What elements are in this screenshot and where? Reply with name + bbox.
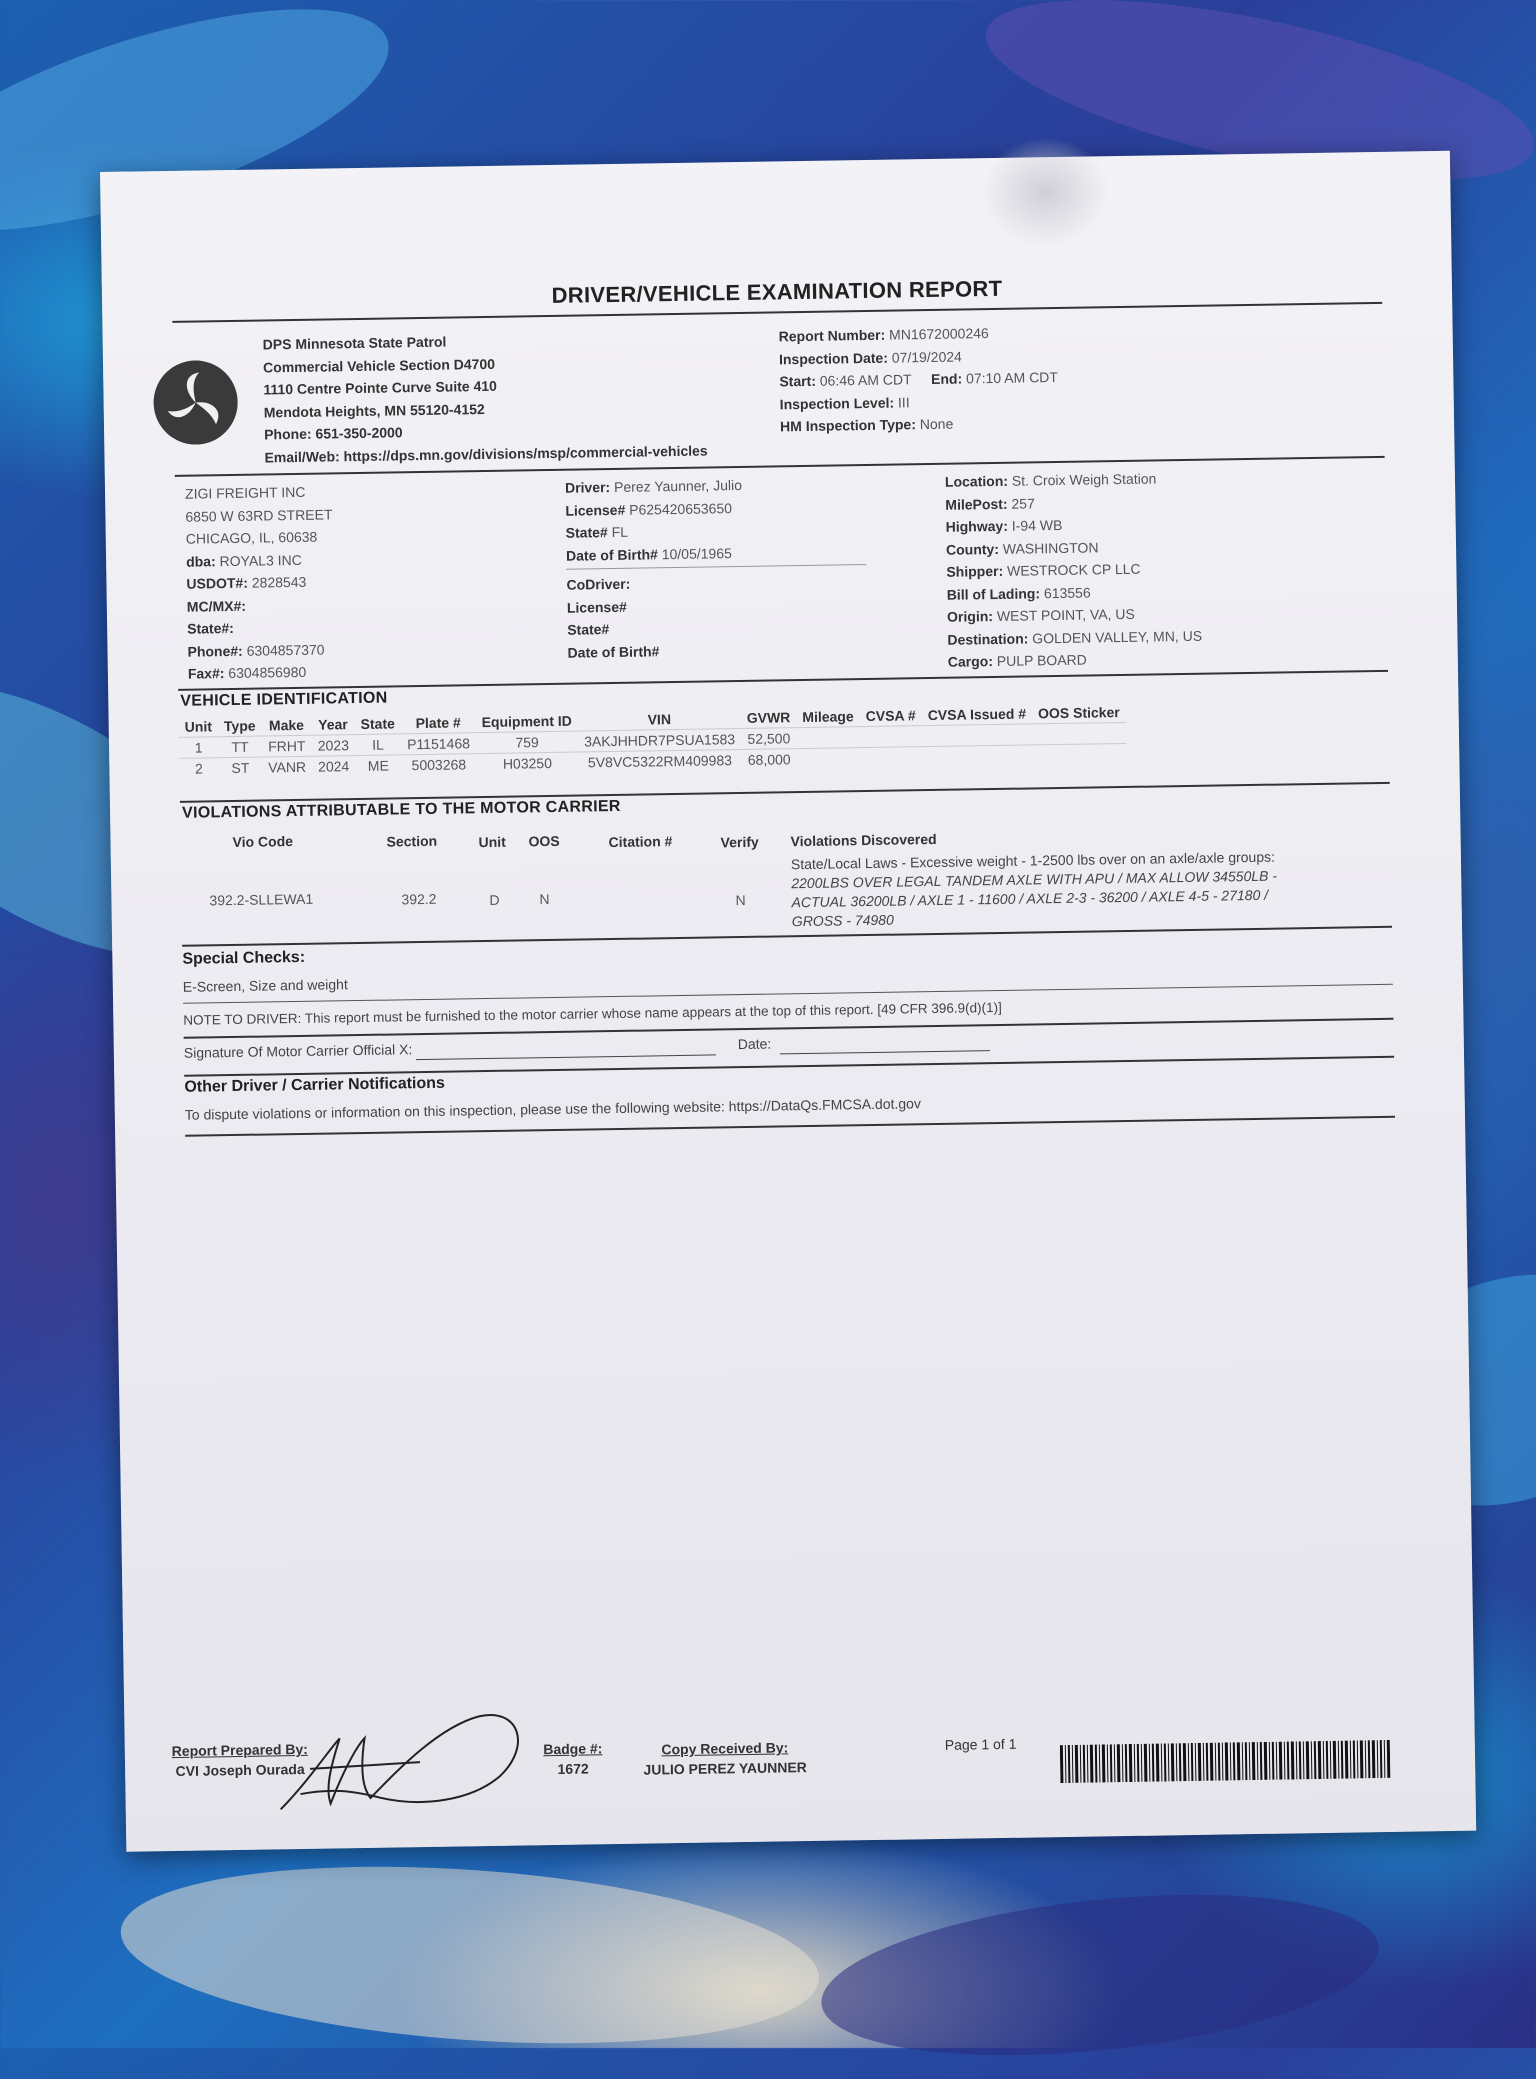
destination-label: Destination: [947, 630, 1028, 647]
destination-value: GOLDEN VALLEY, MN, US [1032, 627, 1202, 646]
bol-label: Bill of Lading: [947, 585, 1041, 602]
fabric-pattern [115, 1846, 825, 2064]
column-header: CVSA Issued # [922, 703, 1033, 725]
inspection-level: III [898, 394, 910, 410]
prepared-by-name: CVI Joseph Ourada [165, 1759, 315, 1781]
copy-received-name: JULIO PEREZ YAUNNER [625, 1757, 825, 1780]
column-header: Equipment ID [475, 711, 578, 733]
prepared-by-label: Report Prepared By: [165, 1739, 315, 1761]
dba-label: dba: [186, 553, 216, 569]
table-cell: 68,000 [741, 749, 797, 770]
highway-label: Highway: [946, 518, 1008, 535]
agency-line: DPS Minnesota State Patrol [263, 327, 706, 356]
phone-label: Phone#: [187, 642, 242, 659]
dob-label: Date of Birth# [566, 546, 658, 563]
end-time: 07:10 AM CDT [966, 369, 1058, 386]
agency-line: Commercial Vehicle Section D4700 [263, 349, 706, 378]
report-number-label: Report Number: [779, 327, 886, 345]
vio-code: 392.2-SLLEWA1 [209, 891, 313, 909]
table-cell: IL [355, 734, 402, 756]
table-cell: 759 [476, 731, 579, 754]
violation-description [791, 847, 1302, 931]
hm-type-label: HM Inspection Type: [780, 416, 916, 434]
inspection-level-label: Inspection Level: [780, 394, 895, 412]
driver-state-label: State# [566, 524, 608, 541]
inspection-date: 07/19/2024 [892, 348, 962, 365]
signature-label: Signature Of Motor Carrier Official X: [184, 1041, 413, 1061]
signature-line[interactable] [416, 1054, 716, 1060]
vio-code-header: Vio Code [232, 833, 293, 850]
violations-heading: VIOLATIONS ATTRIBUTABLE TO THE MOTOR CARRIER [182, 798, 621, 823]
table-cell: TT [218, 736, 262, 758]
milepost-label: MilePost: [945, 495, 1007, 512]
divider [183, 984, 1393, 1004]
table-cell: 1 [179, 737, 219, 759]
driver-block [565, 472, 868, 664]
officer-signature [269, 1705, 541, 1819]
usdot-value: 2828543 [252, 574, 307, 591]
hm-type: None [920, 416, 954, 433]
table-cell: 2 [179, 758, 219, 779]
barcode-graphic [1060, 1740, 1391, 1783]
vehicle-table [179, 702, 1127, 779]
badge-block [533, 1738, 614, 1779]
origin-label: Origin: [947, 608, 993, 625]
table-cell [860, 747, 922, 768]
column-header: Make [261, 715, 311, 736]
agency-line: Phone: 651-350-2000 [264, 416, 707, 445]
notifications-heading: Other Driver / Carrier Notifications [184, 1075, 445, 1097]
usdot-label: USDOT#: [186, 575, 248, 592]
divider [180, 782, 1390, 803]
vio-unit: D [489, 892, 499, 908]
dob-value: 10/05/1965 [662, 545, 732, 562]
divider [184, 1056, 1394, 1077]
table-cell [797, 727, 861, 749]
phone-value: 6304857370 [247, 641, 325, 658]
table-cell: ST [218, 757, 262, 778]
vio-section: 392.2 [401, 891, 436, 908]
column-header: Unit [179, 716, 219, 737]
table-cell [1033, 743, 1127, 765]
cargo-value: PULP BOARD [997, 652, 1087, 669]
divider [182, 926, 1392, 947]
license-number: P625420653650 [629, 500, 732, 518]
table-cell: FRHT [262, 735, 312, 757]
section-header: Section [386, 833, 437, 850]
inspection-report-paper [100, 151, 1476, 1852]
table-cell: 3AKJHHDR7PSUA1583 [578, 729, 741, 753]
carrier-state-label: State#: [187, 620, 234, 637]
column-header: Plate # [401, 712, 476, 734]
violation-description-detail: 2200LBS OVER LEGAL TANDEM AXLE WITH APU / MAX ALLOW 34550LB - ACTUAL 36200LB / AXLE 1 - 11600 / AXLE 2-3 - 36200 / AXLE 4-5 - 27180 / GROSS - 74980 [791, 868, 1277, 930]
verify-header: Verify [720, 834, 758, 851]
highway-value: I-94 WB [1012, 517, 1063, 534]
co-state-label: State# [567, 621, 609, 638]
column-header: OOS Sticker [1032, 702, 1126, 724]
codriver-label: CoDriver: [566, 576, 630, 593]
date-label: Date: [738, 1036, 772, 1053]
end-label: End: [931, 370, 962, 386]
vio-verify: N [735, 892, 745, 908]
co-dob-label: Date of Birth# [567, 643, 659, 660]
license-label: License# [565, 501, 625, 518]
fax-value: 6304856980 [228, 664, 306, 681]
report-number: MN1672000246 [889, 325, 989, 343]
agency-line: Email/Web: https://dps.mn.gov/divisions/msp/commercial-vehicles [264, 439, 707, 468]
dba-value: ROYAL3 INC [219, 551, 301, 568]
column-header: GVWR [741, 707, 797, 728]
column-header: State [354, 713, 401, 734]
violations-discovered-header: Violations Discovered [790, 831, 936, 849]
report-title: DRIVER/VEHICLE EXAMINATION REPORT [102, 269, 1452, 316]
column-header: VIN [578, 708, 741, 731]
location-value: St. Croix Weigh Station [1012, 470, 1157, 488]
start-label: Start: [779, 373, 816, 390]
table-cell: H03250 [476, 752, 579, 774]
agency-line: 1110 Centre Pointe Curve Suite 410 [263, 371, 706, 400]
notifications-text: To dispute violations or information on this inspection, please use the following website: https://DataQs.FMCSA.dot.gov [185, 1095, 921, 1123]
driver-label: Driver: [565, 479, 610, 496]
table-cell: VANR [262, 756, 312, 777]
table-cell: ME [355, 755, 402, 776]
county-value: WASHINGTON [1003, 539, 1099, 557]
carrier-street: 6850 W 63RD STREET [185, 503, 332, 528]
divider [178, 670, 1388, 691]
table-cell [860, 726, 922, 748]
table-cell [922, 724, 1033, 747]
driver-name: Perez Yaunner, Julio [614, 477, 742, 495]
column-header: CVSA # [860, 705, 922, 726]
badge-label: Badge #: [533, 1738, 613, 1759]
report-info-block [778, 321, 1058, 438]
agency-block [263, 327, 708, 469]
special-checks-value: E-Screen, Size and weight [183, 976, 348, 995]
page-number: Page 1 of 1 [945, 1736, 1017, 1753]
table-cell: 52,500 [741, 728, 797, 750]
badge-number: 1672 [533, 1758, 613, 1779]
dot-triskelion-logo [153, 360, 238, 445]
cargo-label: Cargo: [948, 653, 993, 670]
location-label: Location: [945, 473, 1008, 490]
shipper-label: Shipper: [946, 563, 1003, 580]
note-to-driver: NOTE TO DRIVER: This report must be furnished to the motor carrier whose name appears at the top of this report. [49 CFR 396.9(d)(1)] [183, 1000, 1002, 1028]
bol-value: 613556 [1044, 584, 1091, 601]
location-block [945, 467, 1203, 673]
column-header: Mileage [796, 706, 860, 727]
table-cell [1032, 722, 1126, 744]
vehicle-identification-heading: VEHICLE IDENTIFICATION [180, 690, 387, 711]
vio-oos: N [539, 891, 549, 907]
column-header: Type [218, 716, 262, 737]
table-cell: 5V8VC5322RM409983 [578, 749, 741, 772]
carrier-name: ZIGI FREIGHT INC [185, 480, 332, 505]
co-license-label: License# [567, 598, 627, 615]
table-cell [922, 745, 1033, 767]
fax-label: Fax#: [188, 665, 225, 682]
inspection-date-label: Inspection Date: [779, 349, 888, 367]
paper-fold-shadow [980, 136, 1112, 248]
table-cell: 2024 [312, 756, 355, 777]
special-checks-heading: Special Checks: [182, 949, 305, 969]
citation-header: Citation # [608, 833, 672, 850]
carrier-block [185, 480, 335, 685]
table-cell: 2023 [312, 735, 355, 757]
copy-received-block [625, 1737, 826, 1780]
unit-header: Unit [478, 834, 505, 850]
copy-received-label: Copy Received By: [625, 1737, 825, 1760]
shipper-value: WESTROCK CP LLC [1007, 561, 1141, 579]
mcmx-label: MC/MX#: [187, 597, 246, 614]
violation-description-plain: State/Local Laws - Excessive weight - 1-2500 lbs over on an axle/axle groups: [791, 849, 1275, 873]
milepost-value: 257 [1011, 495, 1035, 511]
carrier-city: CHICAGO, IL, 60638 [186, 525, 333, 550]
oos-header: OOS [528, 833, 559, 849]
agency-line: Mendota Heights, MN 55120-4152 [264, 394, 707, 423]
column-header: Year [311, 714, 354, 735]
table-cell: 5003268 [401, 754, 476, 776]
driver-state: FL [612, 524, 629, 540]
start-time: 06:46 AM CDT [820, 371, 912, 388]
date-line[interactable] [780, 1050, 990, 1054]
table-cell [797, 748, 861, 769]
county-label: County: [946, 540, 999, 557]
table-cell: P1151468 [401, 733, 476, 755]
origin-value: WEST POINT, VA, US [997, 606, 1135, 624]
